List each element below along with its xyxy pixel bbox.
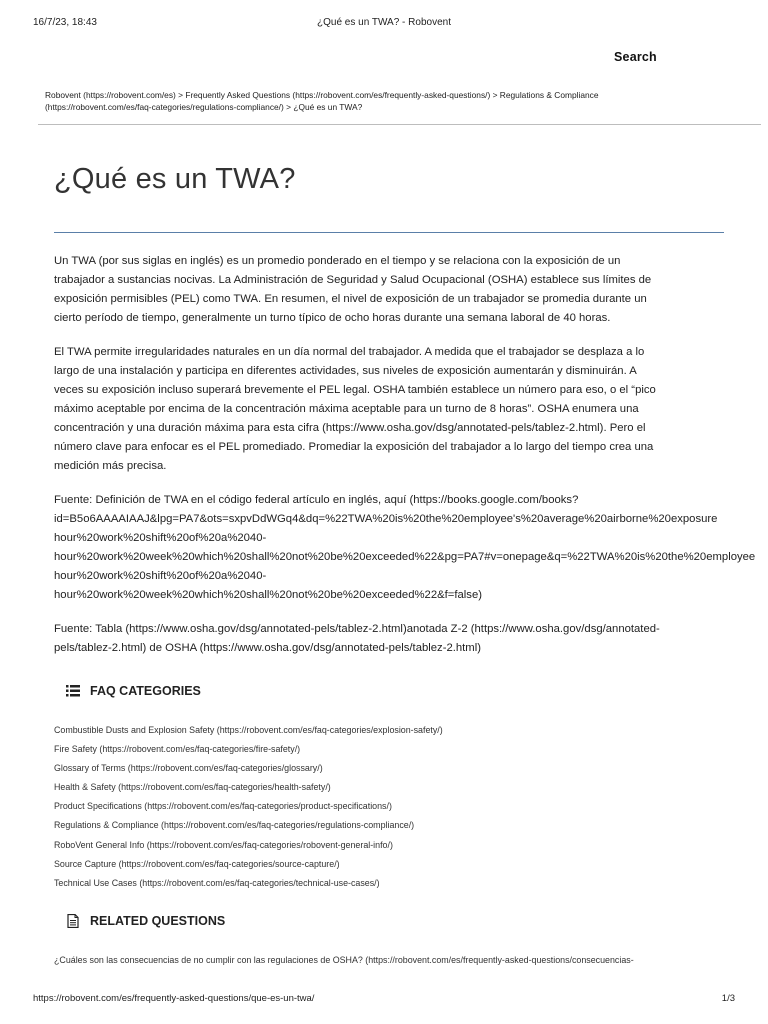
page-title: ¿Qué es un TWA? bbox=[54, 163, 296, 195]
related-question-link[interactable]: ¿Cuáles son las consecuencias de no cumplir con las regulaciones de OSHA? (https://robovent.com/es/frequently-asked-questions/consecuencias- bbox=[54, 955, 634, 965]
faq-category-list bbox=[54, 721, 734, 893]
print-header bbox=[33, 17, 735, 31]
header-divider bbox=[38, 124, 761, 125]
related-questions-heading bbox=[66, 914, 225, 928]
faq-category-link[interactable]: RoboVent General Info (https://robovent.com/es/faq-categories/robovent-general-info/) bbox=[54, 839, 393, 850]
document-icon bbox=[66, 914, 80, 928]
breadcrumb bbox=[45, 89, 735, 113]
page-number: 1/3 bbox=[721, 993, 735, 1004]
source-table[interactable]: Fuente: Tabla (https://www.osha.gov/dsg/annotated-pels/tablez-2.html)anotada Z-2 (https://www.osha.gov/dsg/annotated- pels/tablez-2.html) de OSHA (https://www.osha.gov/dsg/annotated-pels/tablez-2.html) bbox=[54, 622, 660, 654]
source-line[interactable]: Fuente: Definición de TWA en el código federal artículo en inglés, aquí (https://books.google.com/books? bbox=[54, 493, 579, 506]
breadcrumb-line[interactable]: (https://robovent.com/es/faq-categories/regulations-compliance/) > ¿Qué es un TWA? bbox=[45, 102, 363, 112]
search-link[interactable]: Search bbox=[614, 50, 657, 64]
print-date: 16/7/23, 18:43 bbox=[33, 17, 97, 28]
article-paragraph: El TWA permite irregularidades naturales en un día normal del trabajador. A medida que el trabajador se desplaza a lo largo de una instalación y participa en diferentes actividades, sus niveles de exposición aumentarán y disminuirán. A veces su exposición incluso superará brevemente el PEL legal. OSHA también establece un número para eso, o el “pico máximo aceptable por encima de la concentración máxima aceptable para un turno de 8 horas”. OSHA enumera una concentración y una duración máxima para esta cifra (https://www.osha.gov/dsg/annotated-pels/tablez-2.html). Pero el número clave para enfocar es el PEL promediado. Promediar la exposición del trabajador a lo largo del tiempo crea una medición más precisa. bbox=[54, 346, 656, 472]
article-body bbox=[54, 252, 768, 673]
print-url: https://robovent.com/es/frequently-asked-questions/que-es-un-twa/ bbox=[33, 993, 315, 1004]
faq-categories-heading bbox=[66, 684, 201, 698]
faq-category-link[interactable]: Product Specifications (https://robovent.com/es/faq-categories/product-specifications/) bbox=[54, 801, 392, 812]
faq-category-link[interactable]: Glossary of Terms (https://robovent.com/es/faq-categories/glossary/) bbox=[54, 763, 323, 774]
print-document-title: ¿Qué es un TWA? - Robovent bbox=[317, 17, 451, 28]
article-paragraph: Un TWA (por sus siglas en inglés) es un promedio ponderado en el tiempo y se relaciona con la exposición de un trabajador a sustancias nocivas. La Administración de Seguridad y Salud Ocupacional (OSHA) establece sus límites de exposición permisibles (PEL) como TWA. En resumen, el nivel de exposición de un trabajador se promedia durante un cierto período de tiempo, generalmente un turno típico de ocho horas durante una semana laboral de 40 horas. bbox=[54, 255, 652, 324]
faq-category-link[interactable]: Regulations & Compliance (https://robovent.com/es/faq-categories/regulations-compliance/) bbox=[54, 820, 415, 831]
source-line[interactable]: hour%20work%20week%20which%20shall%20not%20be%20exceeded%22&pg=PA7#v=onepage&q=%22TWA%20is%20the%20employee bbox=[54, 550, 756, 563]
faq-categories-title: FAQ CATEGORIES bbox=[90, 684, 201, 698]
breadcrumb-line[interactable]: Robovent (https://robovent.com/es) > Frequently Asked Questions (https://robovent.com/es/frequently-asked-questions/) > Regulations & Compliance bbox=[45, 90, 599, 100]
list-icon bbox=[66, 684, 80, 698]
source-line[interactable]: id=B5o6AAAAIAAJ&lpg=PA7&ots=sxpvDdWGq4&dq=%22TWA%20is%20the%20employee's%20average%20airborne%20exposure bbox=[54, 512, 718, 525]
source-line[interactable]: hour%20work%20shift%20of%20a%2040- bbox=[54, 569, 267, 582]
faq-category-link[interactable]: Fire Safety (https://robovent.com/es/faq-categories/fire-safety/) bbox=[54, 744, 301, 755]
faq-category-link[interactable]: Source Capture (https://robovent.com/es/faq-categories/source-capture/) bbox=[54, 858, 340, 869]
source-line[interactable]: hour%20work%20week%20which%20shall%20not%20be%20exceeded%22&f=false) bbox=[54, 588, 482, 601]
source-line[interactable]: hour%20work%20shift%20of%20a%2040- bbox=[54, 531, 267, 544]
related-questions-title: RELATED QUESTIONS bbox=[90, 914, 226, 928]
faq-category-link[interactable]: Combustible Dusts and Explosion Safety (https://robovent.com/es/faq-categories/explosion-safety/) bbox=[54, 725, 443, 735]
source-definition bbox=[54, 491, 768, 604]
faq-category-link[interactable]: Health & Safety (https://robovent.com/es/faq-categories/health-safety/) bbox=[54, 782, 331, 793]
title-divider bbox=[54, 232, 724, 233]
print-footer bbox=[33, 993, 735, 1007]
faq-category-link[interactable]: Technical Use Cases (https://robovent.com/es/faq-categories/technical-use-cases/) bbox=[54, 877, 380, 888]
